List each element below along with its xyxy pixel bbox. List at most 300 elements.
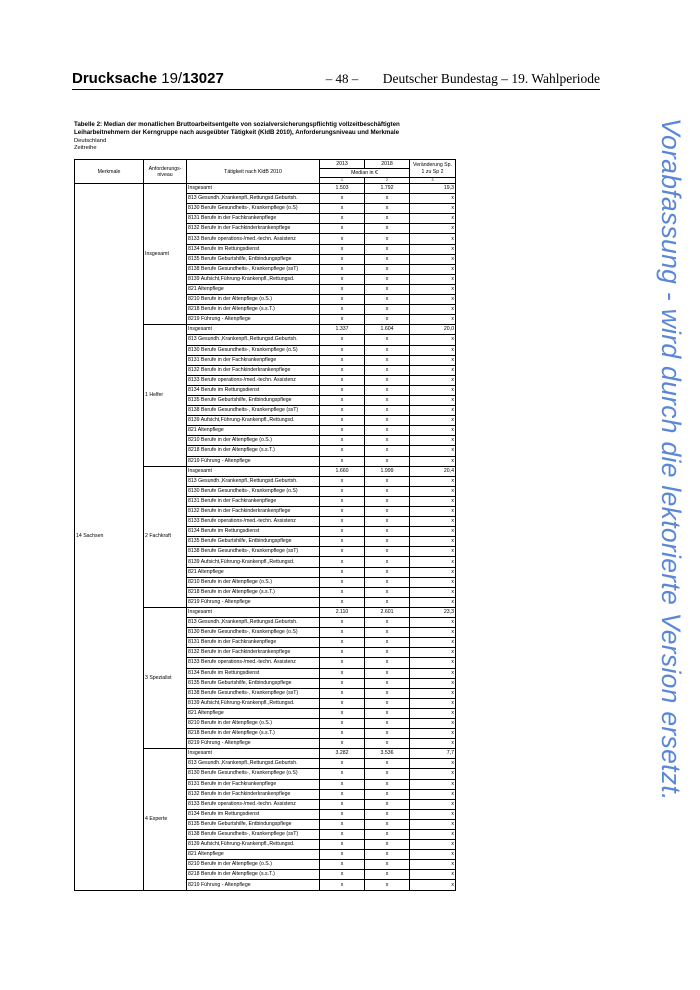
value-cell-2: x [365,436,410,446]
value-cell-2: x [365,769,410,779]
activity-cell: Insgesamt [187,184,320,194]
activity-cell: 8139 Aufsicht,Führung-Krankenpfl.,Rettungsd. [187,557,320,567]
activity-cell: 8210 Berufe in der Altenpflege (o.S.) [187,436,320,446]
value-cell-3: x [410,406,456,416]
value-cell-1: x [320,264,365,274]
value-cell-2: x [365,446,410,456]
value-cell-1: x [320,880,365,890]
activity-cell: 8132 Berufe in der Fachkinderkrankenpflege [187,365,320,375]
value-cell-1: x [320,375,365,385]
value-cell-3: x [410,365,456,375]
activity-cell: Insgesamt [187,466,320,476]
value-cell-1: x [320,315,365,325]
merkmal-cell: 14 Sachsen [75,184,144,891]
activity-cell: 8210 Berufe in der Altenpflege (o.S.) [187,295,320,305]
value-cell-3: x [410,507,456,517]
table-title [74,121,494,137]
value-cell-3: x [410,870,456,880]
value-cell-2: x [365,708,410,718]
value-cell-1: x [320,850,365,860]
value-cell-3: x [410,769,456,779]
activity-cell: 8218 Berufe in der Altenpflege (s.s.T.) [187,729,320,739]
value-cell-1: x [320,406,365,416]
value-cell-3: x [410,537,456,547]
value-cell-1: x [320,688,365,698]
value-cell-3: x [410,840,456,850]
value-cell-2: x [365,577,410,587]
value-cell-3: x [410,527,456,537]
value-cell-3: x [410,830,456,840]
value-cell-2: x [365,789,410,799]
activity-cell: 8133 Berufe operations-/med.-techn. Assistenz [187,375,320,385]
value-cell-1: x [320,537,365,547]
value-cell-3: x [410,234,456,244]
value-cell-1: x [320,668,365,678]
activity-cell: 8138 Berufe Gesundheits-, Krankenpflege (ssT) [187,406,320,416]
activity-cell: 8134 Berufe im Rettungsdienst [187,385,320,395]
value-cell-1: x [320,496,365,506]
activity-cell: 8134 Berufe im Rettungsdienst [187,527,320,537]
activity-cell: 8135 Berufe Geburtshilfe, Entbindungspflege [187,254,320,264]
value-cell-3: x [410,194,456,204]
value-cell-1: x [320,769,365,779]
value-cell-1: x [320,345,365,355]
activity-cell: 8219 Führung - Altenpflege [187,597,320,607]
activity-cell: 8134 Berufe im Rettungsdienst [187,809,320,819]
header-median: Median in € [320,169,410,178]
value-cell-2: x [365,718,410,728]
activity-cell: 8138 Berufe Gesundheits-, Krankenpflege (ssT) [187,264,320,274]
value-cell-3: x [410,628,456,638]
value-cell-3: x [410,426,456,436]
value-cell-3: 7,7 [410,749,456,759]
value-cell-3: x [410,688,456,698]
value-cell-2: x [365,587,410,597]
value-cell-2: x [365,648,410,658]
activity-cell: 821 Altenpflege [187,284,320,294]
value-cell-2: x [365,517,410,527]
value-cell-2: x [365,224,410,234]
value-cell-1: x [320,557,365,567]
value-cell-3: x [410,799,456,809]
value-cell-3: x [410,658,456,668]
table-row [75,184,456,194]
value-cell-3: x [410,880,456,890]
value-cell-2: x [365,295,410,305]
value-cell-3: x [410,456,456,466]
value-cell-1: x [320,678,365,688]
region-label: Deutschland [74,138,107,144]
value-cell-1: 1.660 [320,466,365,476]
niveau-cell: 2 Fachkraft [144,466,187,607]
value-cell-2: x [365,658,410,668]
activity-cell: 821 Altenpflege [187,426,320,436]
value-cell-3: x [410,789,456,799]
activity-cell: 821 Altenpflege [187,708,320,718]
value-cell-2: x [365,345,410,355]
value-cell-3: x [410,547,456,557]
value-cell-1: x [320,305,365,315]
value-cell-1: x [320,416,365,426]
value-cell-1: x [320,658,365,668]
institution: Deutscher Bundestag – 19. Wahlperiode [382,71,600,86]
value-cell-1: x [320,426,365,436]
value-cell-3: x [410,577,456,587]
activity-cell: 8131 Berufe in der Fachkrankenpflege [187,638,320,648]
activity-cell: 8132 Berufe in der Fachkinderkrankenpflege [187,648,320,658]
value-cell-3: x [410,819,456,829]
value-cell-3: 20,4 [410,466,456,476]
value-cell-1: 3.282 [320,749,365,759]
value-cell-3: x [410,345,456,355]
value-cell-2: x [365,819,410,829]
value-cell-2: x [365,395,410,405]
value-cell-2: x [365,880,410,890]
activity-cell: 8130 Berufe Gesundheits-, Krankenpflege (o.S) [187,345,320,355]
activity-cell: 8131 Berufe in der Fachkrankenpflege [187,214,320,224]
activity-cell: 813 Gesundh.,Krankenpfl.,Rettungsd.Geburtsh. [187,335,320,345]
data-table [74,159,456,891]
value-cell-3: x [410,557,456,567]
value-cell-1: x [320,739,365,749]
value-cell-1: x [320,385,365,395]
activity-cell: 813 Gesundh.,Krankenpfl.,Rettungsd.Geburtsh. [187,194,320,204]
value-cell-2: x [365,355,410,365]
activity-cell: 8218 Berufe in der Altenpflege (s.s.T.) [187,305,320,315]
value-cell-3: x [410,597,456,607]
value-cell-1: x [320,628,365,638]
value-cell-2: x [365,729,410,739]
value-cell-1: x [320,577,365,587]
value-cell-2: x [365,456,410,466]
activity-cell: 8130 Berufe Gesundheits-, Krankenpflege (o.S) [187,204,320,214]
value-cell-3: x [410,274,456,284]
activity-cell: 8135 Berufe Geburtshilfe, Entbindungspflege [187,678,320,688]
value-cell-1: x [320,335,365,345]
activity-cell: 8131 Berufe in der Fachkrankenpflege [187,355,320,365]
doc-number: 13027 [182,70,224,87]
value-cell-1: x [320,436,365,446]
activity-cell: 8218 Berufe in der Altenpflege (s.s.T.) [187,446,320,456]
activity-cell: 8138 Berufe Gesundheits-, Krankenpflege (ssT) [187,688,320,698]
value-cell-3: x [410,496,456,506]
value-cell-3: x [410,244,456,254]
value-cell-1: 1.503 [320,184,365,194]
value-cell-2: x [365,204,410,214]
value-cell-3: x [410,476,456,486]
activity-cell: 8131 Berufe in der Fachkrankenpflege [187,496,320,506]
value-cell-1: x [320,840,365,850]
header-taetigkeit: Tätigkeit nach KldB 2010 [187,160,320,184]
value-cell-3: x [410,284,456,294]
value-cell-2: x [365,860,410,870]
value-cell-2: x [365,274,410,284]
doc-label: Drucksache [72,70,158,87]
value-cell-1: x [320,547,365,557]
activity-cell: Insgesamt [187,607,320,617]
value-cell-1: x [320,446,365,456]
value-cell-1: x [320,860,365,870]
header-year-2018: 2018 [365,160,410,169]
value-cell-3: x [410,214,456,224]
activity-cell: 8135 Berufe Geburtshilfe, Entbindungspflege [187,537,320,547]
value-cell-3: x [410,567,456,577]
value-cell-2: x [365,830,410,840]
value-cell-2: x [365,537,410,547]
doc-number-prefix: 19/ [161,70,183,87]
header-rule [72,89,600,90]
value-cell-1: x [320,819,365,829]
activity-cell: 8138 Berufe Gesundheits-, Krankenpflege (ssT) [187,830,320,840]
value-cell-2: x [365,678,410,688]
value-cell-3: x [410,698,456,708]
value-cell-3: x [410,295,456,305]
value-cell-3: x [410,315,456,325]
table-title-line-1: Tabelle 2: Median der monatlichen Bruttoarbeitsentgelte von sozialversicherungspflichtig vollzeitbeschäftigten [74,121,400,128]
activity-cell: 8134 Berufe im Rettungsdienst [187,244,320,254]
value-cell-1: x [320,708,365,718]
value-cell-1: x [320,718,365,728]
niveau-cell: 3 Spezialist [144,607,187,748]
activity-cell: 8210 Berufe in der Altenpflege (o.S.) [187,718,320,728]
value-cell-2: x [365,426,410,436]
value-cell-1: x [320,194,365,204]
value-cell-2: x [365,809,410,819]
value-cell-3: x [410,779,456,789]
value-cell-3: x [410,759,456,769]
value-cell-3: 19,3 [410,184,456,194]
activity-cell: 8219 Führung - Altenpflege [187,315,320,325]
value-cell-2: x [365,799,410,809]
activity-cell: 8133 Berufe operations-/med.-techn. Assistenz [187,658,320,668]
value-cell-1: x [320,779,365,789]
value-cell-2: x [365,557,410,567]
value-cell-2: 1.999 [365,466,410,476]
activity-cell: 8219 Führung - Altenpflege [187,880,320,890]
value-cell-3: x [410,668,456,678]
value-cell-2: x [365,567,410,577]
value-cell-1: 2.110 [320,607,365,617]
activity-cell: 8139 Aufsicht,Führung-Krankenpfl.,Rettungsd. [187,274,320,284]
activity-cell: 8130 Berufe Gesundheits-, Krankenpflege (o.S) [187,628,320,638]
niveau-cell: Insgesamt [144,184,187,325]
value-cell-3: x [410,416,456,426]
value-cell-1: 1.337 [320,325,365,335]
activity-cell: 8210 Berufe in der Altenpflege (o.S.) [187,860,320,870]
value-cell-2: 1.792 [365,184,410,194]
value-cell-1: x [320,365,365,375]
value-cell-2: x [365,244,410,254]
value-cell-1: x [320,476,365,486]
value-cell-3: x [410,517,456,527]
activity-cell: 8135 Berufe Geburtshilfe, Entbindungspflege [187,819,320,829]
value-cell-1: x [320,244,365,254]
value-cell-2: x [365,486,410,496]
value-cell-3: x [410,385,456,395]
header-change: Veränderung Sp. 1 zu Sp 2 [410,160,456,178]
value-cell-2: x [365,214,410,224]
value-cell-3: x [410,224,456,234]
activity-cell: 821 Altenpflege [187,567,320,577]
header-index-2: 2 [365,178,410,184]
value-cell-1: x [320,729,365,739]
value-cell-2: x [365,628,410,638]
header-row-years [75,160,456,169]
value-cell-1: x [320,456,365,466]
value-cell-1: x [320,597,365,607]
activity-cell: 8133 Berufe operations-/med.-techn. Assistenz [187,234,320,244]
value-cell-2: x [365,365,410,375]
value-cell-2: x [365,597,410,607]
value-cell-2: 2.601 [365,607,410,617]
value-cell-3: x [410,729,456,739]
activity-cell: 8132 Berufe in der Fachkinderkrankenpflege [187,507,320,517]
value-cell-3: x [410,486,456,496]
activity-cell: 8130 Berufe Gesundheits-, Krankenpflege (o.S) [187,486,320,496]
value-cell-3: x [410,860,456,870]
value-cell-3: x [410,850,456,860]
value-cell-2: x [365,385,410,395]
value-cell-3: x [410,264,456,274]
value-cell-3: x [410,739,456,749]
value-cell-3: x [410,204,456,214]
draft-watermark [644,118,694,878]
value-cell-3: x [410,335,456,345]
value-cell-1: x [320,587,365,597]
activity-cell: 813 Gesundh.,Krankenpfl.,Rettungsd.Geburtsh. [187,476,320,486]
value-cell-2: x [365,335,410,345]
value-cell-2: x [365,375,410,385]
value-cell-2: x [365,416,410,426]
value-cell-2: x [365,406,410,416]
value-cell-1: x [320,799,365,809]
value-cell-3: 20,0 [410,325,456,335]
value-cell-3: x [410,618,456,628]
value-cell-1: x [320,527,365,537]
value-cell-1: x [320,254,365,264]
value-cell-1: x [320,759,365,769]
value-cell-1: x [320,870,365,880]
activity-cell: 8138 Berufe Gesundheits-, Krankenpflege (ssT) [187,547,320,557]
activity-cell: 8219 Führung - Altenpflege [187,456,320,466]
value-cell-2: x [365,507,410,517]
header-index-1: 1 [320,178,365,184]
value-cell-2: x [365,840,410,850]
value-cell-1: x [320,355,365,365]
watermark-text: Vorabfassung - wird durch die lektorierte Version ersetzt. [656,118,686,801]
value-cell-1: x [320,789,365,799]
value-cell-2: x [365,688,410,698]
activity-cell: 8133 Berufe operations-/med.-techn. Assistenz [187,799,320,809]
value-cell-1: x [320,618,365,628]
value-cell-3: x [410,587,456,597]
value-cell-1: x [320,274,365,284]
value-cell-2: x [365,850,410,860]
header-merkmale: Merkmale [75,160,144,184]
value-cell-2: x [365,264,410,274]
activity-cell: 8218 Berufe in der Altenpflege (s.s.T.) [187,587,320,597]
value-cell-3: x [410,436,456,446]
value-cell-2: x [365,618,410,628]
activity-cell: 8139 Aufsicht,Führung-Krankenpfl.,Rettungsd. [187,840,320,850]
document-number [72,70,224,87]
value-cell-2: x [365,870,410,880]
header-niveau: Anforderungs- niveau [144,160,187,184]
activity-cell: Insgesamt [187,749,320,759]
activity-cell: 8218 Berufe in der Altenpflege (s.s.T.) [187,870,320,880]
value-cell-2: x [365,254,410,264]
value-cell-1: x [320,224,365,234]
series-label: Zeitreihe [74,145,97,151]
value-cell-3: x [410,355,456,365]
value-cell-1: x [320,486,365,496]
activity-cell: 8210 Berufe in der Altenpflege (o.S.) [187,577,320,587]
value-cell-1: x [320,567,365,577]
value-cell-2: x [365,638,410,648]
value-cell-2: x [365,496,410,506]
value-cell-1: x [320,284,365,294]
activity-cell: 8130 Berufe Gesundheits-, Krankenpflege (o.S) [187,769,320,779]
niveau-cell: 1 Helfer [144,325,187,466]
value-cell-3: x [410,718,456,728]
value-cell-3: x [410,708,456,718]
value-cell-1: x [320,204,365,214]
value-cell-3: x [410,395,456,405]
value-cell-1: x [320,234,365,244]
value-cell-3: 23,3 [410,607,456,617]
value-cell-1: x [320,214,365,224]
header-index-3: 3 [410,178,456,184]
value-cell-2: x [365,668,410,678]
value-cell-1: x [320,517,365,527]
activity-cell: 821 Altenpflege [187,850,320,860]
value-cell-2: x [365,547,410,557]
value-cell-2: x [365,759,410,769]
value-cell-2: x [365,698,410,708]
activity-cell: 8219 Führung - Altenpflege [187,739,320,749]
activity-cell: 813 Gesundh.,Krankenpfl.,Rettungsd.Geburtsh. [187,759,320,769]
niveau-cell: 4 Experte [144,749,187,890]
value-cell-3: x [410,305,456,315]
value-cell-1: x [320,698,365,708]
value-cell-3: x [410,375,456,385]
activity-cell: 8133 Berufe operations-/med.-techn. Assistenz [187,517,320,527]
value-cell-1: x [320,295,365,305]
value-cell-2: x [365,527,410,537]
activity-cell: 8139 Aufsicht,Führung-Krankenpfl.,Rettungsd. [187,698,320,708]
activity-cell: 813 Gesundh.,Krankenpfl.,Rettungsd.Geburtsh. [187,618,320,628]
value-cell-2: x [365,305,410,315]
value-cell-3: x [410,648,456,658]
activity-cell: Insgesamt [187,325,320,335]
page-number: – 48 – [325,71,359,86]
value-cell-3: x [410,446,456,456]
value-cell-2: 3.536 [365,749,410,759]
activity-cell: 8131 Berufe in der Fachkrankenpflege [187,779,320,789]
value-cell-2: x [365,779,410,789]
value-cell-1: x [320,648,365,658]
value-cell-2: 1.604 [365,325,410,335]
activity-cell: 8139 Aufsicht,Führung-Krankenpfl.,Rettungsd. [187,416,320,426]
value-cell-3: x [410,638,456,648]
value-cell-2: x [365,739,410,749]
activity-cell: 8134 Berufe im Rettungsdienst [187,668,320,678]
value-cell-2: x [365,315,410,325]
value-cell-3: x [410,809,456,819]
value-cell-2: x [365,284,410,294]
value-cell-2: x [365,234,410,244]
value-cell-2: x [365,476,410,486]
